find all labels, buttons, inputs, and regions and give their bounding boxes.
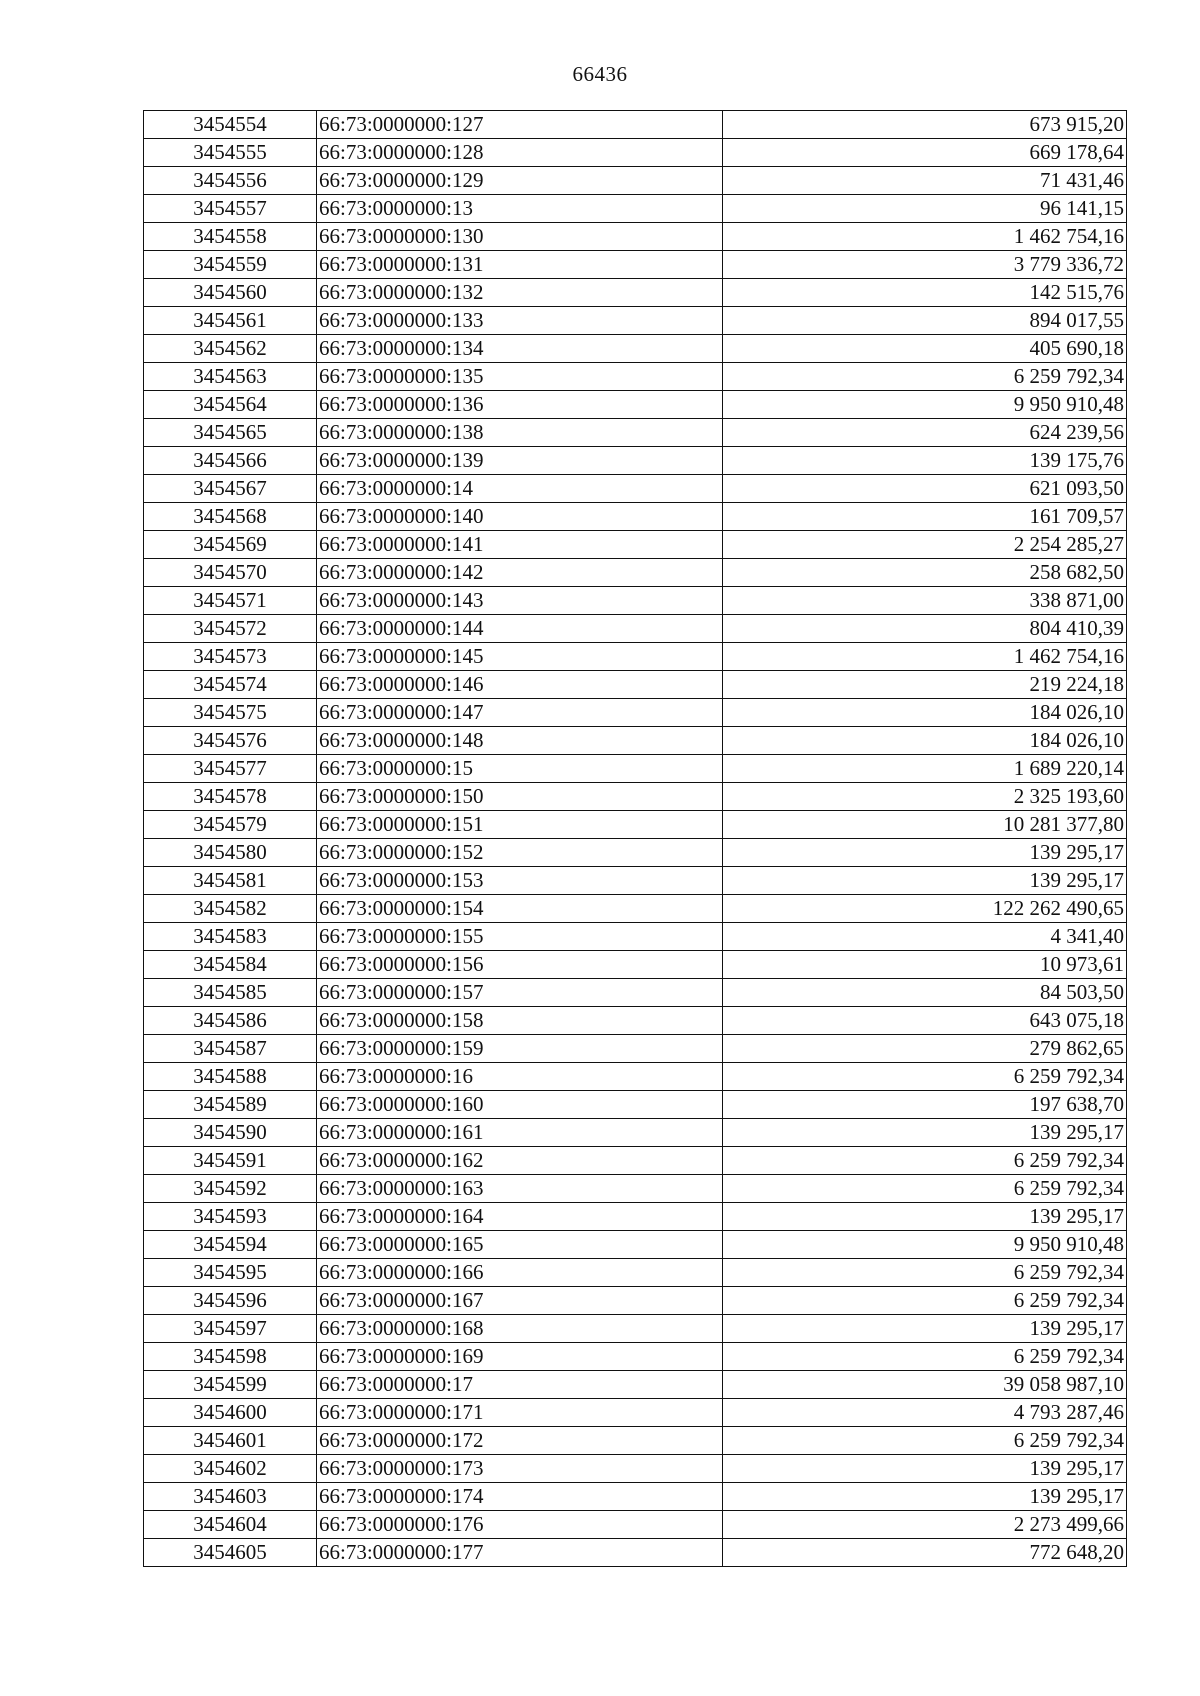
table-row [144,1399,1127,1427]
record-number: 3454600 [144,1399,317,1427]
cadastral-value: 84 503,50 [723,979,1127,1007]
cadastral-number: 66:73:0000000:148 [317,727,723,755]
cadastral-value: 1 689 220,14 [723,755,1127,783]
record-number: 3454571 [144,587,317,615]
cadastral-number: 66:73:0000000:130 [317,223,723,251]
cadastral-number: 66:73:0000000:161 [317,1119,723,1147]
table-row [144,1007,1127,1035]
cadastral-number: 66:73:0000000:147 [317,699,723,727]
record-number: 3454565 [144,419,317,447]
table-row [144,755,1127,783]
record-number: 3454587 [144,1035,317,1063]
record-number: 3454585 [144,979,317,1007]
cadastral-value: 9 950 910,48 [723,391,1127,419]
table-row [144,363,1127,391]
cadastral-value: 6 259 792,34 [723,1343,1127,1371]
table-row [144,1539,1127,1567]
cadastral-value: 669 178,64 [723,139,1127,167]
table-row [144,727,1127,755]
record-number: 3454563 [144,363,317,391]
cadastral-number: 66:73:0000000:143 [317,587,723,615]
cadastral-value: 1 462 754,16 [723,643,1127,671]
table-row [144,671,1127,699]
cadastral-value-table [143,110,1127,1567]
cadastral-value: 161 709,57 [723,503,1127,531]
record-number: 3454572 [144,615,317,643]
cadastral-number: 66:73:0000000:150 [317,783,723,811]
cadastral-number: 66:73:0000000:128 [317,139,723,167]
table-row [144,587,1127,615]
cadastral-number: 66:73:0000000:177 [317,1539,723,1567]
record-number: 3454564 [144,391,317,419]
record-number: 3454580 [144,839,317,867]
cadastral-value: 139 295,17 [723,867,1127,895]
record-number: 3454574 [144,671,317,699]
cadastral-value: 6 259 792,34 [723,1259,1127,1287]
cadastral-value: 624 239,56 [723,419,1127,447]
cadastral-value: 258 682,50 [723,559,1127,587]
table-row [144,811,1127,839]
cadastral-value: 338 871,00 [723,587,1127,615]
record-number: 3454589 [144,1091,317,1119]
record-number: 3454560 [144,279,317,307]
cadastral-value: 405 690,18 [723,335,1127,363]
record-number: 3454559 [144,251,317,279]
table-row [144,951,1127,979]
cadastral-number: 66:73:0000000:163 [317,1175,723,1203]
cadastral-number: 66:73:0000000:17 [317,1371,723,1399]
record-number: 3454602 [144,1455,317,1483]
table-row [144,1147,1127,1175]
table-row [144,307,1127,335]
cadastral-value: 4 341,40 [723,923,1127,951]
cadastral-number: 66:73:0000000:167 [317,1287,723,1315]
cadastral-number: 66:73:0000000:154 [317,895,723,923]
cadastral-number: 66:73:0000000:16 [317,1063,723,1091]
cadastral-value: 10 973,61 [723,951,1127,979]
table-row [144,1035,1127,1063]
cadastral-number: 66:73:0000000:152 [317,839,723,867]
cadastral-number: 66:73:0000000:157 [317,979,723,1007]
cadastral-value: 673 915,20 [723,111,1127,139]
cadastral-value: 39 058 987,10 [723,1371,1127,1399]
record-number: 3454566 [144,447,317,475]
table-row [144,1511,1127,1539]
cadastral-value: 6 259 792,34 [723,1063,1127,1091]
cadastral-value: 139 175,76 [723,447,1127,475]
cadastral-value: 139 295,17 [723,1483,1127,1511]
cadastral-value: 621 093,50 [723,475,1127,503]
record-number: 3454579 [144,811,317,839]
table-row [144,503,1127,531]
cadastral-number: 66:73:0000000:158 [317,1007,723,1035]
record-number: 3454569 [144,531,317,559]
cadastral-number: 66:73:0000000:156 [317,951,723,979]
cadastral-number: 66:73:0000000:129 [317,167,723,195]
record-number: 3454554 [144,111,317,139]
cadastral-number: 66:73:0000000:144 [317,615,723,643]
cadastral-value: 6 259 792,34 [723,1175,1127,1203]
table-row [144,923,1127,951]
table-row [144,1119,1127,1147]
cadastral-value: 4 793 287,46 [723,1399,1127,1427]
table-row [144,1287,1127,1315]
record-number: 3454568 [144,503,317,531]
record-number: 3454584 [144,951,317,979]
cadastral-number: 66:73:0000000:169 [317,1343,723,1371]
cadastral-value: 96 141,15 [723,195,1127,223]
cadastral-number: 66:73:0000000:166 [317,1259,723,1287]
cadastral-value: 2 273 499,66 [723,1511,1127,1539]
record-number: 3454567 [144,475,317,503]
cadastral-number: 66:73:0000000:171 [317,1399,723,1427]
cadastral-number: 66:73:0000000:136 [317,391,723,419]
record-number: 3454561 [144,307,317,335]
table-row [144,839,1127,867]
cadastral-value: 804 410,39 [723,615,1127,643]
table-row [144,1259,1127,1287]
record-number: 3454591 [144,1147,317,1175]
table-row [144,1091,1127,1119]
cadastral-value: 894 017,55 [723,307,1127,335]
cadastral-value: 142 515,76 [723,279,1127,307]
cadastral-number: 66:73:0000000:155 [317,923,723,951]
table-row [144,391,1127,419]
table-row [144,139,1127,167]
cadastral-value: 6 259 792,34 [723,363,1127,391]
cadastral-value: 139 295,17 [723,839,1127,867]
table-row [144,167,1127,195]
cadastral-number: 66:73:0000000:164 [317,1203,723,1231]
cadastral-number: 66:73:0000000:151 [317,811,723,839]
cadastral-number: 66:73:0000000:145 [317,643,723,671]
cadastral-number: 66:73:0000000:176 [317,1511,723,1539]
cadastral-number: 66:73:0000000:15 [317,755,723,783]
record-number: 3454577 [144,755,317,783]
table-row [144,895,1127,923]
table-row [144,559,1127,587]
cadastral-number: 66:73:0000000:131 [317,251,723,279]
record-number: 3454593 [144,1203,317,1231]
cadastral-value: 139 295,17 [723,1119,1127,1147]
cadastral-number: 66:73:0000000:168 [317,1315,723,1343]
record-number: 3454555 [144,139,317,167]
table-row [144,279,1127,307]
cadastral-number: 66:73:0000000:159 [317,1035,723,1063]
table-row [144,1315,1127,1343]
cadastral-value: 1 462 754,16 [723,223,1127,251]
cadastral-number: 66:73:0000000:139 [317,447,723,475]
cadastral-number: 66:73:0000000:133 [317,307,723,335]
table-row [144,1427,1127,1455]
table-row [144,195,1127,223]
cadastral-value: 6 259 792,34 [723,1287,1127,1315]
record-number: 3454598 [144,1343,317,1371]
cadastral-number: 66:73:0000000:140 [317,503,723,531]
record-number: 3454558 [144,223,317,251]
record-number: 3454594 [144,1231,317,1259]
cadastral-value: 139 295,17 [723,1203,1127,1231]
table-row [144,223,1127,251]
table-row [144,447,1127,475]
cadastral-value: 643 075,18 [723,1007,1127,1035]
record-number: 3454583 [144,923,317,951]
record-number: 3454562 [144,335,317,363]
cadastral-number: 66:73:0000000:173 [317,1455,723,1483]
record-number: 3454581 [144,867,317,895]
table-row [144,1231,1127,1259]
record-number: 3454576 [144,727,317,755]
table-row [144,643,1127,671]
table-row [144,1175,1127,1203]
table-row [144,111,1127,139]
record-number: 3454605 [144,1539,317,1567]
cadastral-value: 6 259 792,34 [723,1427,1127,1455]
record-number: 3454578 [144,783,317,811]
cadastral-number: 66:73:0000000:127 [317,111,723,139]
cadastral-number: 66:73:0000000:132 [317,279,723,307]
record-number: 3454582 [144,895,317,923]
table-row [144,1455,1127,1483]
record-number: 3454592 [144,1175,317,1203]
cadastral-value: 197 638,70 [723,1091,1127,1119]
cadastral-number: 66:73:0000000:160 [317,1091,723,1119]
table-row [144,1483,1127,1511]
cadastral-number: 66:73:0000000:172 [317,1427,723,1455]
cadastral-value: 6 259 792,34 [723,1147,1127,1175]
table-row [144,1371,1127,1399]
cadastral-number: 66:73:0000000:165 [317,1231,723,1259]
table-row [144,867,1127,895]
record-number: 3454596 [144,1287,317,1315]
record-number: 3454588 [144,1063,317,1091]
cadastral-value: 184 026,10 [723,699,1127,727]
table-row [144,419,1127,447]
record-number: 3454590 [144,1119,317,1147]
cadastral-value: 2 254 285,27 [723,531,1127,559]
cadastral-value: 219 224,18 [723,671,1127,699]
cadastral-number: 66:73:0000000:135 [317,363,723,391]
table-row [144,615,1127,643]
cadastral-value: 139 295,17 [723,1315,1127,1343]
cadastral-value: 9 950 910,48 [723,1231,1127,1259]
table-row [144,475,1127,503]
record-number: 3454586 [144,1007,317,1035]
record-number: 3454557 [144,195,317,223]
cadastral-number: 66:73:0000000:153 [317,867,723,895]
cadastral-number: 66:73:0000000:134 [317,335,723,363]
cadastral-value: 71 431,46 [723,167,1127,195]
record-number: 3454597 [144,1315,317,1343]
record-number: 3454575 [144,699,317,727]
record-number: 3454573 [144,643,317,671]
page-number: 66436 [572,62,628,86]
table-row [144,1063,1127,1091]
table-row [144,1203,1127,1231]
record-number: 3454595 [144,1259,317,1287]
record-number: 3454570 [144,559,317,587]
table-row [144,531,1127,559]
cadastral-number: 66:73:0000000:138 [317,419,723,447]
cadastral-number: 66:73:0000000:142 [317,559,723,587]
cadastral-number: 66:73:0000000:14 [317,475,723,503]
table-row [144,783,1127,811]
table-row [144,1343,1127,1371]
cadastral-value: 122 262 490,65 [723,895,1127,923]
cadastral-value: 772 648,20 [723,1539,1127,1567]
table-row [144,699,1127,727]
cadastral-value: 139 295,17 [723,1455,1127,1483]
cadastral-value: 10 281 377,80 [723,811,1127,839]
record-number: 3454604 [144,1511,317,1539]
cadastral-value: 279 862,65 [723,1035,1127,1063]
cadastral-number: 66:73:0000000:13 [317,195,723,223]
cadastral-number: 66:73:0000000:174 [317,1483,723,1511]
cadastral-number: 66:73:0000000:141 [317,531,723,559]
record-number: 3454601 [144,1427,317,1455]
record-number: 3454599 [144,1371,317,1399]
table-body [144,111,1127,1567]
record-number: 3454603 [144,1483,317,1511]
cadastral-number: 66:73:0000000:146 [317,671,723,699]
cadastral-number: 66:73:0000000:162 [317,1147,723,1175]
cadastral-value: 184 026,10 [723,727,1127,755]
table-row [144,251,1127,279]
record-number: 3454556 [144,167,317,195]
table-row [144,979,1127,1007]
cadastral-value: 2 325 193,60 [723,783,1127,811]
table-row [144,335,1127,363]
cadastral-value: 3 779 336,72 [723,251,1127,279]
